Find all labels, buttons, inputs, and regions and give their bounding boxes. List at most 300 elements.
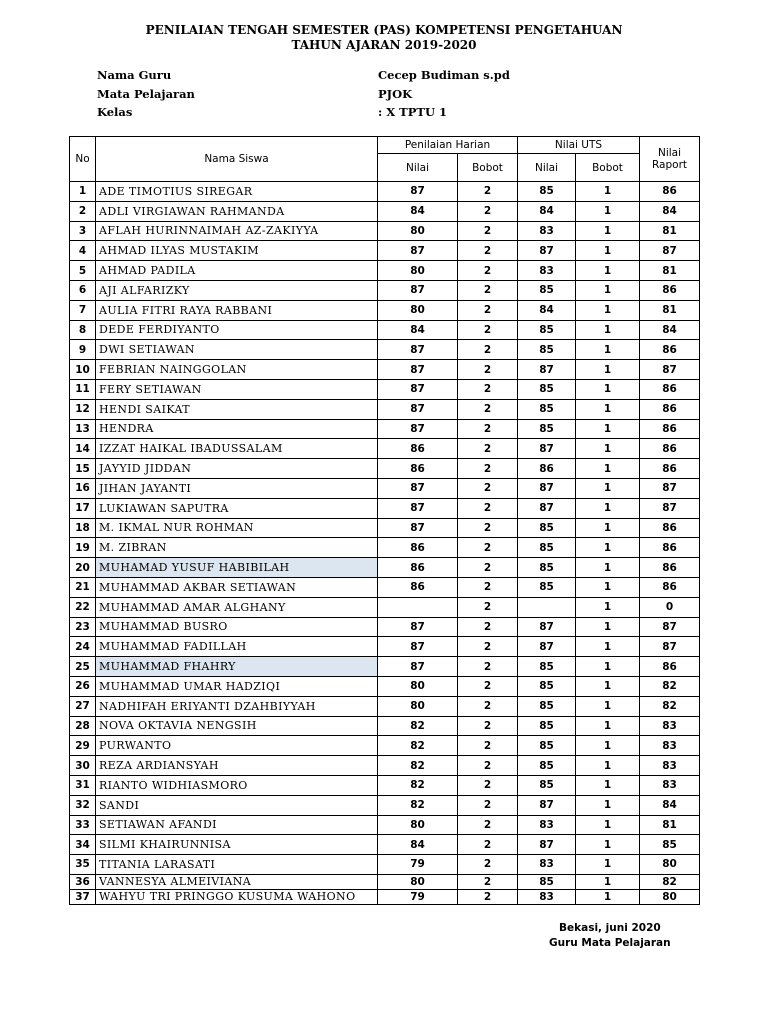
uts-nilai: 85 (518, 874, 576, 889)
page-title: PENILAIAN TENGAH SEMESTER (PAS) KOMPETENSI PENGETAHUAN (145, 23, 623, 37)
table-row (70, 855, 700, 875)
ph-nilai: 87 (378, 340, 458, 360)
ph-nilai: 87 (378, 182, 458, 202)
header-nama-siswa: Nama Siswa (96, 137, 378, 182)
table-row (70, 419, 700, 439)
uts-nilai (518, 597, 576, 617)
signature-place-date: Bekasi, juni 2020 (559, 922, 661, 934)
uts-bobot: 1 (576, 201, 640, 221)
row-number: 37 (70, 889, 96, 904)
table-row (70, 498, 700, 518)
nilai-raport: 82 (640, 696, 700, 716)
uts-nilai: 85 (518, 775, 576, 795)
meta-label-subject: Mata Pelajaran (97, 87, 195, 101)
ph-bobot: 2 (458, 577, 518, 597)
header-no: No (70, 137, 96, 182)
nilai-raport: 87 (640, 637, 700, 657)
table-row (70, 716, 700, 736)
uts-bobot: 1 (576, 775, 640, 795)
ph-nilai: 84 (378, 835, 458, 855)
uts-nilai: 85 (518, 696, 576, 716)
table-row (70, 241, 700, 261)
nilai-raport: 86 (640, 538, 700, 558)
ph-bobot: 2 (458, 756, 518, 776)
grade-rows (70, 182, 700, 905)
row-number: 8 (70, 320, 96, 340)
uts-nilai: 85 (518, 182, 576, 202)
nilai-raport: 86 (640, 577, 700, 597)
uts-bobot: 1 (576, 360, 640, 380)
nilai-raport: 80 (640, 889, 700, 904)
meta-value-teacher: Cecep Budiman s.pd (378, 68, 510, 82)
nilai-raport: 81 (640, 221, 700, 241)
ph-bobot: 2 (458, 320, 518, 340)
uts-bobot: 1 (576, 538, 640, 558)
ph-nilai: 80 (378, 676, 458, 696)
table-row (70, 478, 700, 498)
nilai-raport: 85 (640, 835, 700, 855)
ph-nilai: 87 (378, 379, 458, 399)
uts-bobot: 1 (576, 379, 640, 399)
row-number: 23 (70, 617, 96, 637)
ph-nilai: 80 (378, 221, 458, 241)
nilai-raport: 83 (640, 756, 700, 776)
nilai-raport: 84 (640, 795, 700, 815)
ph-nilai: 86 (378, 538, 458, 558)
meta-label-teacher: Nama Guru (97, 68, 172, 82)
nilai-raport: 0 (640, 597, 700, 617)
uts-bobot: 1 (576, 439, 640, 459)
student-name: MUHAMMAD BUSRO (96, 617, 378, 637)
ph-nilai: 87 (378, 241, 458, 261)
uts-bobot: 1 (576, 498, 640, 518)
ph-bobot: 2 (458, 182, 518, 202)
ph-bobot: 2 (458, 637, 518, 657)
table-row (70, 558, 700, 578)
student-name: SANDI (96, 795, 378, 815)
row-number: 6 (70, 280, 96, 300)
nilai-raport: 80 (640, 855, 700, 875)
student-name: MUHAMMAD AMAR ALGHANY (96, 597, 378, 617)
uts-bobot: 1 (576, 637, 640, 657)
nilai-raport: 83 (640, 716, 700, 736)
uts-bobot: 1 (576, 518, 640, 538)
table-row (70, 459, 700, 479)
student-name: AULIA FITRI RAYA RABBANI (96, 300, 378, 320)
row-number: 21 (70, 577, 96, 597)
row-number: 26 (70, 676, 96, 696)
uts-bobot: 1 (576, 221, 640, 241)
ph-bobot: 2 (458, 889, 518, 904)
student-name: AHMAD PADILA (96, 261, 378, 281)
ph-nilai: 86 (378, 439, 458, 459)
student-name: VANNESYA ALMEIVIANA (96, 874, 378, 889)
table-row (70, 399, 700, 419)
header-uts-nilai: Nilai (518, 154, 576, 182)
uts-bobot: 1 (576, 756, 640, 776)
table-row (70, 874, 700, 889)
ph-bobot: 2 (458, 439, 518, 459)
row-number: 9 (70, 340, 96, 360)
row-number: 14 (70, 439, 96, 459)
uts-bobot: 1 (576, 716, 640, 736)
uts-nilai: 85 (518, 538, 576, 558)
nilai-raport: 86 (640, 657, 700, 677)
page-subtitle: TAHUN AJARAN 2019-2020 (291, 38, 477, 52)
uts-bobot: 1 (576, 261, 640, 281)
nilai-raport: 81 (640, 300, 700, 320)
ph-bobot: 2 (458, 855, 518, 875)
nilai-raport: 86 (640, 439, 700, 459)
ph-bobot: 2 (458, 874, 518, 889)
nilai-raport: 84 (640, 201, 700, 221)
nilai-raport: 84 (640, 320, 700, 340)
row-number: 12 (70, 399, 96, 419)
uts-nilai: 87 (518, 617, 576, 637)
ph-nilai: 80 (378, 696, 458, 716)
ph-nilai: 87 (378, 518, 458, 538)
student-name: AFLAH HURINNAIMAH AZ-ZAKIYYA (96, 221, 378, 241)
student-name: WAHYU TRI PRINGGO KUSUMA WAHONO (96, 889, 378, 904)
row-number: 11 (70, 379, 96, 399)
table-row (70, 261, 700, 281)
nilai-raport: 86 (640, 518, 700, 538)
ph-bobot: 2 (458, 478, 518, 498)
student-name: ADLI VIRGIAWAN RAHMANDA (96, 201, 378, 221)
ph-bobot: 2 (458, 597, 518, 617)
uts-nilai: 84 (518, 300, 576, 320)
uts-nilai: 87 (518, 360, 576, 380)
student-name: TITANIA LARASATI (96, 855, 378, 875)
table-row (70, 637, 700, 657)
ph-bobot: 2 (458, 379, 518, 399)
row-number: 2 (70, 201, 96, 221)
uts-bobot: 1 (576, 280, 640, 300)
nilai-raport: 86 (640, 182, 700, 202)
student-name: SETIAWAN AFANDI (96, 815, 378, 835)
uts-bobot: 1 (576, 300, 640, 320)
ph-bobot: 2 (458, 538, 518, 558)
student-name: JAYYID JIDDAN (96, 459, 378, 479)
row-number: 35 (70, 855, 96, 875)
uts-nilai: 87 (518, 241, 576, 261)
row-number: 25 (70, 657, 96, 677)
student-name: REZA ARDIANSYAH (96, 756, 378, 776)
student-name: FERY SETIAWAN (96, 379, 378, 399)
uts-nilai: 85 (518, 320, 576, 340)
header-ph-bobot: Bobot (458, 154, 518, 182)
student-name: MUHAMMAD FADILLAH (96, 637, 378, 657)
table-row (70, 835, 700, 855)
student-name: AHMAD ILYAS MUSTAKIM (96, 241, 378, 261)
grades-table (69, 136, 700, 905)
row-number: 15 (70, 459, 96, 479)
nilai-raport: 86 (640, 379, 700, 399)
row-number: 36 (70, 874, 96, 889)
table-row (70, 577, 700, 597)
ph-nilai: 82 (378, 775, 458, 795)
row-number: 19 (70, 538, 96, 558)
meta-value-class: : X TPTU 1 (378, 105, 447, 119)
ph-bobot: 2 (458, 558, 518, 578)
table-row (70, 360, 700, 380)
ph-nilai: 87 (378, 478, 458, 498)
uts-nilai: 87 (518, 795, 576, 815)
row-number: 24 (70, 637, 96, 657)
ph-nilai: 86 (378, 459, 458, 479)
student-name: MUHAMMAD UMAR HADZIQI (96, 676, 378, 696)
ph-bobot: 2 (458, 340, 518, 360)
uts-nilai: 85 (518, 379, 576, 399)
table-row (70, 320, 700, 340)
ph-nilai: 82 (378, 795, 458, 815)
uts-nilai: 85 (518, 518, 576, 538)
uts-bobot: 1 (576, 478, 640, 498)
ph-bobot: 2 (458, 201, 518, 221)
ph-bobot: 2 (458, 419, 518, 439)
nilai-raport: 81 (640, 815, 700, 835)
row-number: 34 (70, 835, 96, 855)
table-row (70, 538, 700, 558)
uts-bobot: 1 (576, 657, 640, 677)
student-name: SILMI KHAIRUNNISA (96, 835, 378, 855)
student-name: ADE TIMOTIUS SIREGAR (96, 182, 378, 202)
table-row (70, 795, 700, 815)
table-row (70, 657, 700, 677)
nilai-raport: 86 (640, 558, 700, 578)
table-row (70, 597, 700, 617)
table-row (70, 518, 700, 538)
ph-bobot: 2 (458, 498, 518, 518)
ph-bobot: 2 (458, 775, 518, 795)
ph-bobot: 2 (458, 518, 518, 538)
nilai-raport: 86 (640, 399, 700, 419)
table-row (70, 889, 700, 904)
ph-bobot: 2 (458, 280, 518, 300)
nilai-raport: 82 (640, 676, 700, 696)
ph-bobot: 2 (458, 696, 518, 716)
uts-bobot: 1 (576, 795, 640, 815)
nilai-raport: 87 (640, 241, 700, 261)
ph-nilai: 87 (378, 637, 458, 657)
uts-nilai: 85 (518, 558, 576, 578)
ph-nilai: 86 (378, 558, 458, 578)
student-name: M. ZIBRAN (96, 538, 378, 558)
ph-nilai: 82 (378, 716, 458, 736)
row-number: 29 (70, 736, 96, 756)
uts-nilai: 83 (518, 261, 576, 281)
student-name: M. IKMAL NUR ROHMAN (96, 518, 378, 538)
uts-bobot: 1 (576, 597, 640, 617)
ph-bobot: 2 (458, 399, 518, 419)
row-number: 17 (70, 498, 96, 518)
uts-nilai: 85 (518, 756, 576, 776)
nilai-raport: 86 (640, 459, 700, 479)
nilai-raport: 87 (640, 617, 700, 637)
ph-nilai: 80 (378, 815, 458, 835)
ph-nilai: 87 (378, 419, 458, 439)
uts-bobot: 1 (576, 182, 640, 202)
uts-nilai: 87 (518, 835, 576, 855)
ph-bobot: 2 (458, 795, 518, 815)
table-row (70, 439, 700, 459)
row-number: 5 (70, 261, 96, 281)
table-row (70, 696, 700, 716)
uts-bobot: 1 (576, 419, 640, 439)
ph-nilai: 87 (378, 399, 458, 419)
header-uts-bobot: Bobot (576, 154, 640, 182)
uts-bobot: 1 (576, 696, 640, 716)
ph-bobot: 2 (458, 657, 518, 677)
student-name: LUKIAWAN SAPUTRA (96, 498, 378, 518)
signature-role: Guru Mata Pelajaran (549, 937, 671, 949)
uts-bobot: 1 (576, 617, 640, 637)
ph-bobot: 2 (458, 736, 518, 756)
uts-nilai: 85 (518, 736, 576, 756)
uts-nilai: 87 (518, 498, 576, 518)
nilai-raport: 83 (640, 736, 700, 756)
nilai-raport: 82 (640, 874, 700, 889)
uts-bobot: 1 (576, 340, 640, 360)
nilai-raport: 81 (640, 261, 700, 281)
uts-nilai: 87 (518, 478, 576, 498)
nilai-raport: 86 (640, 280, 700, 300)
ph-bobot: 2 (458, 835, 518, 855)
uts-nilai: 85 (518, 657, 576, 677)
nilai-raport: 87 (640, 498, 700, 518)
uts-nilai: 85 (518, 577, 576, 597)
ph-nilai: 87 (378, 360, 458, 380)
uts-bobot: 1 (576, 855, 640, 875)
uts-nilai: 85 (518, 716, 576, 736)
ph-nilai: 87 (378, 657, 458, 677)
row-number: 1 (70, 182, 96, 202)
nilai-raport: 87 (640, 360, 700, 380)
table-row (70, 221, 700, 241)
nilai-raport: 86 (640, 419, 700, 439)
table-row (70, 775, 700, 795)
header-ph-nilai: Nilai (378, 154, 458, 182)
row-number: 31 (70, 775, 96, 795)
uts-nilai: 85 (518, 399, 576, 419)
uts-bobot: 1 (576, 459, 640, 479)
ph-bobot: 2 (458, 360, 518, 380)
uts-nilai: 83 (518, 855, 576, 875)
uts-nilai: 83 (518, 221, 576, 241)
ph-nilai: 80 (378, 261, 458, 281)
ph-bobot: 2 (458, 300, 518, 320)
student-name: FEBRIAN NAINGGOLAN (96, 360, 378, 380)
ph-bobot: 2 (458, 815, 518, 835)
uts-nilai: 86 (518, 459, 576, 479)
table-row (70, 201, 700, 221)
table-row (70, 280, 700, 300)
meta-label-class: Kelas (97, 105, 133, 119)
header-nilai-uts: Nilai UTS (518, 137, 640, 154)
ph-bobot: 2 (458, 221, 518, 241)
uts-bobot: 1 (576, 889, 640, 904)
student-name: RIANTO WIDHIASMORO (96, 775, 378, 795)
row-number: 4 (70, 241, 96, 261)
table-row (70, 736, 700, 756)
uts-nilai: 83 (518, 889, 576, 904)
ph-bobot: 2 (458, 617, 518, 637)
student-name: NOVA OKTAVIA NENGSIH (96, 716, 378, 736)
table-row (70, 815, 700, 835)
uts-nilai: 84 (518, 201, 576, 221)
table-row (70, 676, 700, 696)
table-row (70, 182, 700, 202)
nilai-raport: 87 (640, 478, 700, 498)
uts-bobot: 1 (576, 558, 640, 578)
ph-nilai: 87 (378, 280, 458, 300)
ph-nilai: 84 (378, 201, 458, 221)
meta-value-subject: PJOK (378, 87, 413, 101)
row-number: 30 (70, 756, 96, 776)
student-name: HENDI SAIKAT (96, 399, 378, 419)
ph-nilai: 86 (378, 577, 458, 597)
ph-nilai: 82 (378, 756, 458, 776)
student-name: DWI SETIAWAN (96, 340, 378, 360)
student-name: HENDRA (96, 419, 378, 439)
uts-nilai: 83 (518, 815, 576, 835)
ph-bobot: 2 (458, 261, 518, 281)
student-name: MUHAMAD YUSUF HABIBILAH (96, 558, 378, 578)
row-number: 28 (70, 716, 96, 736)
uts-bobot: 1 (576, 399, 640, 419)
uts-bobot: 1 (576, 815, 640, 835)
row-number: 20 (70, 558, 96, 578)
student-name: MUHAMMAD AKBAR SETIAWAN (96, 577, 378, 597)
ph-nilai (378, 597, 458, 617)
ph-bobot: 2 (458, 676, 518, 696)
row-number: 27 (70, 696, 96, 716)
ph-nilai: 84 (378, 320, 458, 340)
uts-nilai: 85 (518, 676, 576, 696)
table-row (70, 300, 700, 320)
student-name: DEDE FERDIYANTO (96, 320, 378, 340)
table-row (70, 617, 700, 637)
ph-nilai: 87 (378, 498, 458, 518)
ph-bobot: 2 (458, 716, 518, 736)
row-number: 10 (70, 360, 96, 380)
uts-bobot: 1 (576, 676, 640, 696)
student-name: PURWANTO (96, 736, 378, 756)
student-name: AJI ALFARIZKY (96, 280, 378, 300)
student-name: NADHIFAH ERIYANTI DZAHBIYYAH (96, 696, 378, 716)
row-number: 7 (70, 300, 96, 320)
student-name: MUHAMMAD FHAHRY (96, 657, 378, 677)
uts-nilai: 85 (518, 340, 576, 360)
student-name: JIHAN JAYANTI (96, 478, 378, 498)
ph-nilai: 82 (378, 736, 458, 756)
uts-bobot: 1 (576, 577, 640, 597)
row-number: 33 (70, 815, 96, 835)
ph-nilai: 80 (378, 874, 458, 889)
ph-nilai: 79 (378, 889, 458, 904)
table-row (70, 379, 700, 399)
uts-bobot: 1 (576, 874, 640, 889)
table-row (70, 756, 700, 776)
row-number: 22 (70, 597, 96, 617)
ph-nilai: 87 (378, 617, 458, 637)
uts-bobot: 1 (576, 241, 640, 261)
row-number: 13 (70, 419, 96, 439)
row-number: 32 (70, 795, 96, 815)
row-number: 3 (70, 221, 96, 241)
header-nilai-raport: Nilai Raport (640, 137, 700, 182)
uts-nilai: 87 (518, 637, 576, 657)
